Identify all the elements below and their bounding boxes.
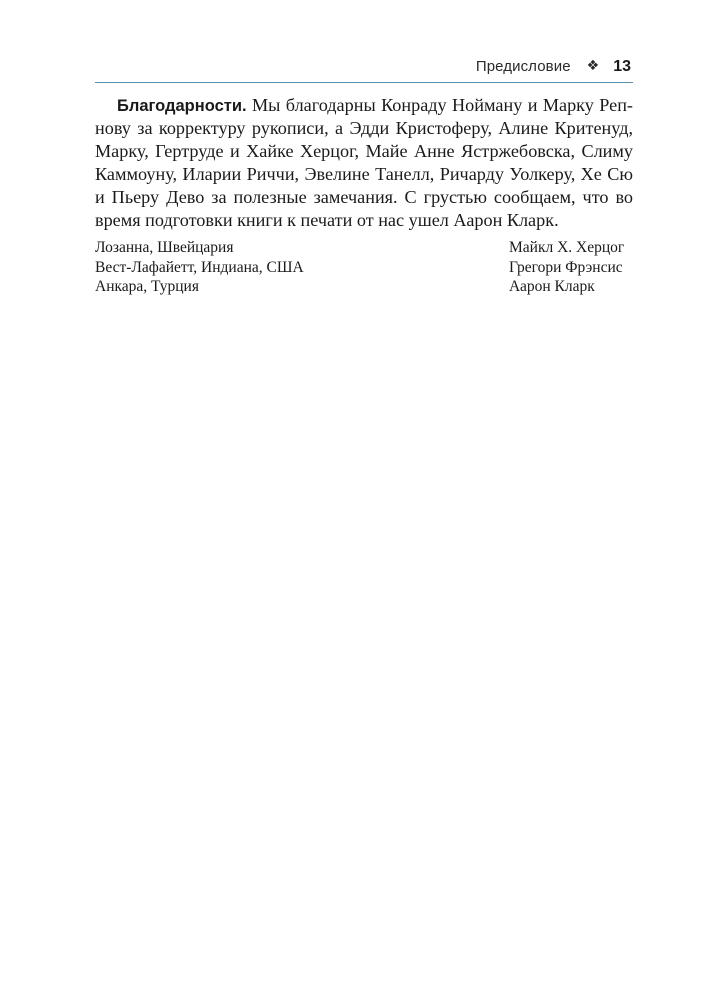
- signature-row: [95, 277, 633, 297]
- signature-row: [95, 258, 633, 278]
- paragraph-line: Каммоуну, Иларии Риччи, Эвелине Танелл, Ричарду Уолкеру, Хе Сю: [95, 164, 633, 184]
- signature-author: Аарон Кларк: [509, 278, 595, 295]
- ornament-icon: ❖: [586, 58, 600, 74]
- paragraph-line: время подготовки книги к печати от нас ушел Аарон Кларк.: [95, 210, 559, 230]
- running-header: [95, 58, 631, 80]
- paragraph-line: [95, 94, 633, 117]
- signature-place: Лозанна, Швейцария: [95, 239, 234, 256]
- signature-author: Грегори Фрэнсис: [509, 258, 623, 276]
- paragraph-line: нову за корректуру рукописи, а Эдди Кристоферу, Алине Критенуд,: [95, 118, 633, 138]
- signature-place: Анкара, Турция: [95, 278, 199, 295]
- acknowledgements-heading: Благодарности.: [117, 97, 247, 115]
- signature-row: [95, 238, 633, 258]
- paragraph-line-text: Мы благодарны Конраду Нойману и Марку Реп-: [246, 95, 633, 115]
- paragraph-line: Марку, Гертруде и Хайке Херцог, Майе Анне Ястржебовска, Слиму: [95, 141, 633, 161]
- signature-author: Майкл Х. Херцог: [509, 239, 625, 256]
- paragraph-line: и Пьеру Дево за полезные замечания. С грустью сообщаем, что во: [95, 187, 633, 207]
- acknowledgements-paragraph: [95, 94, 633, 232]
- signature-place: Вест-Лафайетт, Индиана, США: [95, 258, 304, 276]
- header-rule: [95, 82, 633, 83]
- section-title: Предисловие: [475, 58, 571, 75]
- signature-block: [95, 238, 633, 297]
- page-number: 13: [613, 58, 631, 75]
